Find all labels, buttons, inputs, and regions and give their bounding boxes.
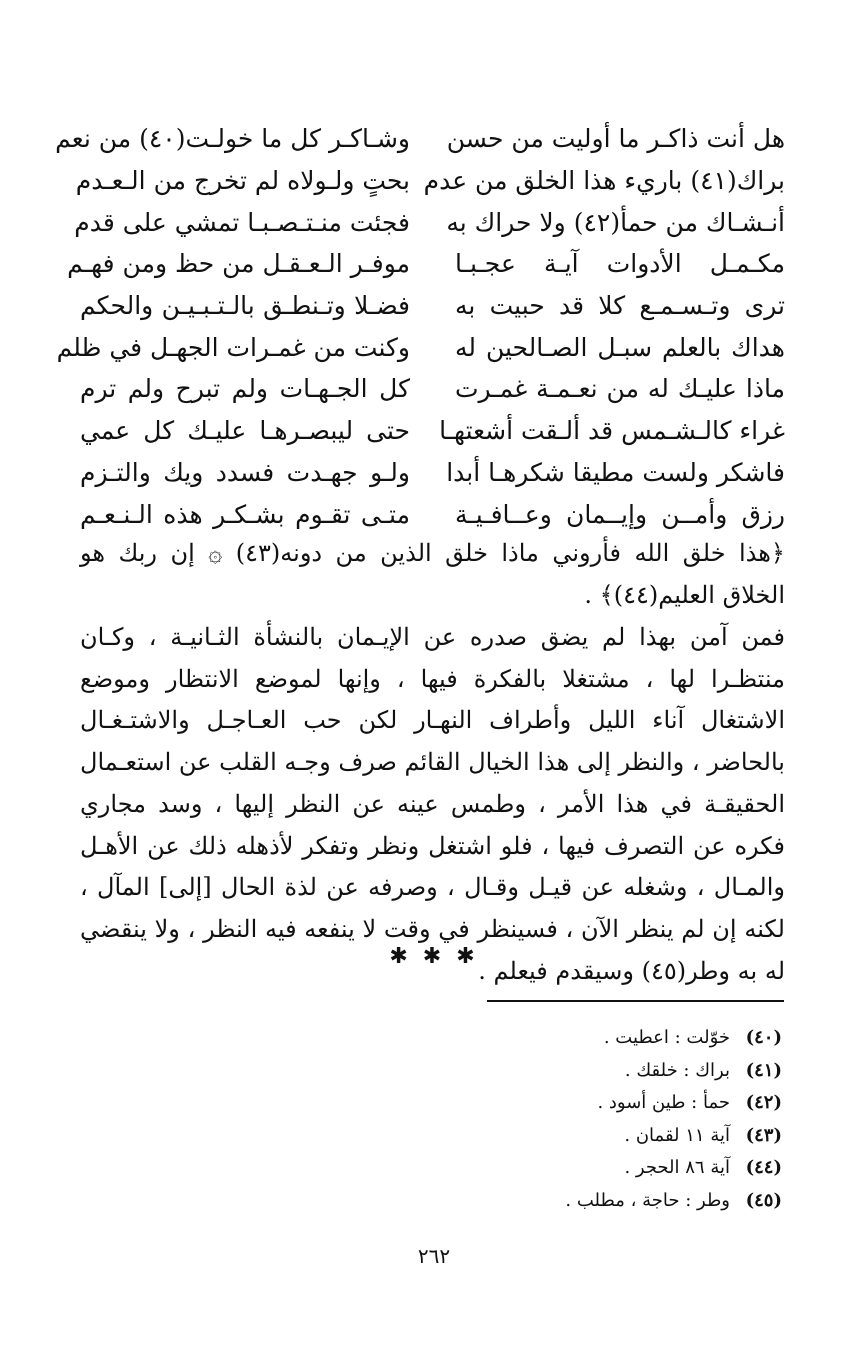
poem-verse [74, 201, 785, 243]
poem-verse [67, 243, 785, 285]
verse-first-hemistich: رزق وأمــن وإيــمان وعــافـيـة [455, 499, 785, 529]
footnote [565, 1152, 782, 1185]
poem-verse [56, 326, 785, 368]
footnote-number: (٤٣) [745, 1124, 782, 1146]
footnotes [565, 1022, 782, 1217]
footnote-text: براك : خلقك . [624, 1059, 730, 1081]
footnote [565, 1185, 782, 1218]
verse-first-hemistich: غراء كالـشـمس قد ألـقت أشعتهـا [439, 416, 785, 446]
footnote-number: (٤١) [745, 1059, 782, 1081]
verse-second-hemistich: فضـلا وتـنطـق بالـتـبـيـن والحكم [80, 291, 410, 321]
verse-second-hemistich: وكنت من غمـرات الجهـل في ظلم [56, 332, 410, 362]
verse-first-hemistich: براك(٤١) باريء هذا الخلق من عدم [423, 166, 785, 196]
verse-first-hemistich: مكـمـل الأدوات آيـة عجـبـا [455, 249, 785, 279]
verse-first-hemistich: هداك بالعلم سبـل الصـالحين له [455, 332, 785, 362]
footnote [565, 1055, 782, 1088]
footnote [565, 1022, 782, 1055]
verse-first-hemistich: هل أنت ذاكـر ما أوليت من حسن [446, 124, 785, 154]
footnote-text: حمأ : طين أسود . [597, 1092, 730, 1113]
poem-verse [75, 160, 785, 202]
verse-second-hemistich: ولـو جهـدت فسدد ويك والتـزم [80, 457, 410, 487]
verse-first-hemistich: أنـشـاك من حمأ(٤٢) ولا حراك به [446, 207, 785, 237]
verse-second-hemistich: حتى ليبصـرهـا عليـك كل عمي [80, 416, 410, 446]
footnote-divider [487, 1000, 784, 1002]
footnote-number: (٤٠) [745, 1027, 782, 1048]
footnote-text: خوّلت : اعطيت . [603, 1027, 730, 1048]
page-number: ٢٦٢ [417, 1244, 451, 1268]
footnote [565, 1087, 782, 1120]
footnote-text: آية ٨٦ الحجر . [624, 1157, 730, 1178]
body-paragraph: فمن آمن بهذا لم يضق صدره عن الإيـمان بالنشأة الثـانيـة ، وكـان منتظـرا لها ، مشتغلا بالفكرة فيها ، وإنها لموضع الانتظار وموضع الاشتغال آناء الليل وأطراف النهـار لكن حب العـاجـل والاشتـغـال بالحاضر ، والنظر إلى هذا الخيال القائم صرف وجـه القلب عن استعـمال الحقيقـة في هذا الأمر ، وطمس عينه عن النظر إليها ، وسد مجاري فكره عن التصرف فيها ، فلو اشتغل ونظر وتفكر لأذهله ذلك عن الأهـل والمـال ، وشغله عن قيـل وقـال ، وصرفه عن لذة الحال [إلى] المآل ، لكنه إن لم ينظر الآن ، فسينظر في وقت لا ينفعه فيه النظر ، ولا ينقضي له به وطر(٤٥) وسيقدم فيعلم . [80, 623, 785, 985]
verse-second-hemistich: موفـر الـعـقـل من حظ ومن فهـم [67, 249, 410, 279]
poem-verse [80, 368, 785, 410]
verse-second-hemistich: متـى تقـوم بشـكـر هذه الـنـعـم [80, 499, 410, 529]
poem-verse [80, 285, 785, 327]
verse-first-hemistich: ترى وتـسـمـع كلا قد حبيت به [455, 291, 785, 321]
verse-second-hemistich: بحتٍ ولـولاه لم تخرج من الـعـدم [75, 166, 410, 196]
poem [55, 118, 785, 535]
verse-second-hemistich: كل الجـهـات ولم تبرح ولم ترم [80, 374, 410, 404]
section-separator: ✱ ✱ ✱ [389, 944, 479, 969]
poem-verse [80, 452, 785, 494]
poem-verse [55, 118, 785, 160]
footnote-text: وطر : حاجة ، مطلب . [565, 1189, 730, 1211]
quran-passage: ﴿هذا خلق الله فأروني ماذا خلق الذين من دونه(٤٣) ۞ إن ربك هو الخلاق العليم(٤٤)﴾ . [80, 539, 785, 609]
poem-verse [80, 410, 785, 452]
verse-second-hemistich: وشـاكـر كل ما خولـت(٤٠) من نعم [55, 124, 410, 154]
poem-verse [80, 493, 785, 535]
footnote-number: (٤٤) [745, 1157, 782, 1178]
verse-first-hemistich: فاشكر ولست مطيقا شكرهـا أبدا [446, 457, 785, 487]
footnote-number: (٤٢) [745, 1092, 782, 1113]
footnote [565, 1120, 782, 1153]
footnote-number: (٤٥) [745, 1189, 782, 1211]
footnote-text: آية ١١ لقمان . [624, 1124, 730, 1146]
verse-first-hemistich: ماذا عليـك له من نعـمـة غمـرت [455, 374, 785, 404]
verse-second-hemistich: فجئت منـتـصـبـا تمشي على قدم [74, 207, 410, 237]
